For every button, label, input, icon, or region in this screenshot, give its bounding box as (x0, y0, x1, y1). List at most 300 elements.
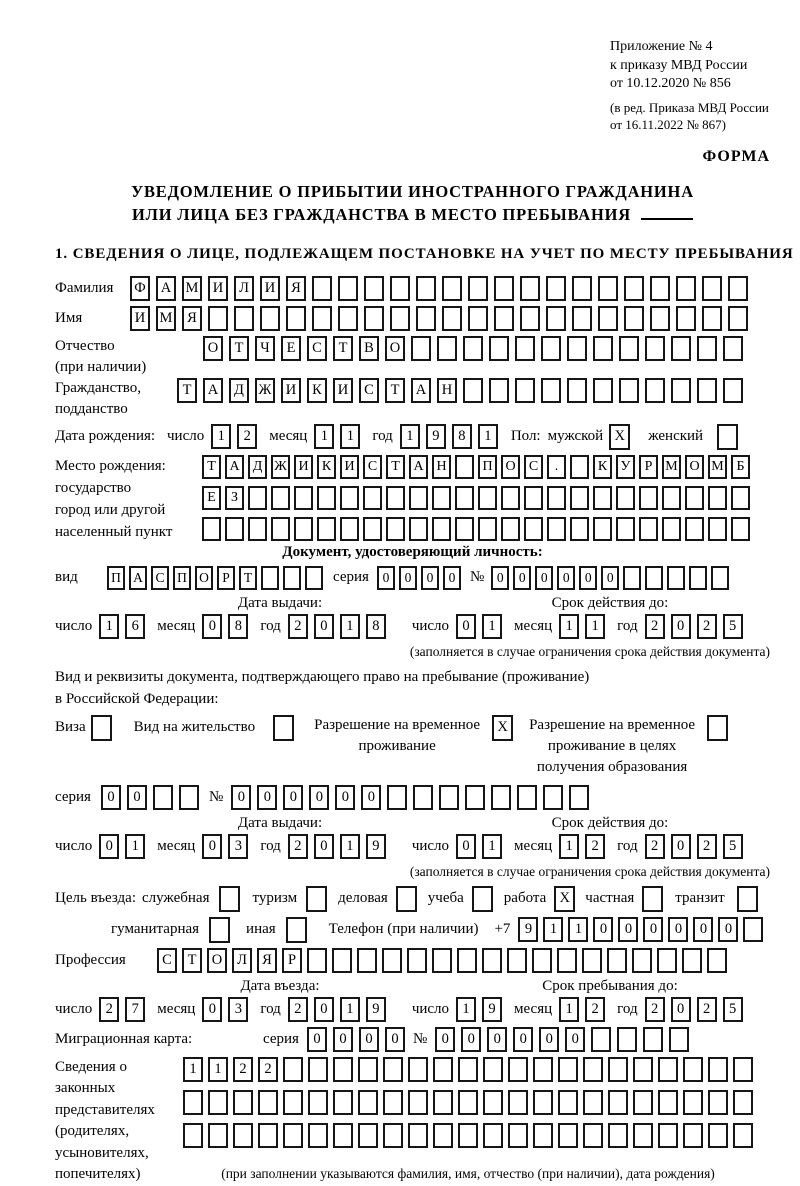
char-cell[interactable]: Л (232, 948, 252, 973)
char-cell[interactable] (306, 886, 327, 912)
char-cell[interactable] (558, 1057, 578, 1082)
char-cell[interactable] (91, 715, 112, 741)
char-cell[interactable]: Т (182, 948, 202, 973)
char-cell[interactable] (408, 1090, 428, 1115)
char-cell[interactable] (731, 517, 750, 541)
char-cell[interactable] (455, 455, 474, 479)
char-cell[interactable]: И (333, 378, 353, 403)
char-cell[interactable]: Я (182, 306, 202, 331)
char-cell[interactable]: 1 (559, 834, 579, 859)
char-cell[interactable] (258, 1123, 278, 1148)
char-cell[interactable]: П (173, 566, 191, 590)
char-cell[interactable] (702, 306, 722, 331)
char-cell[interactable] (650, 276, 670, 301)
char-cell[interactable]: Я (286, 276, 306, 301)
char-cell[interactable]: О (501, 455, 520, 479)
char-cell[interactable]: Ч (255, 336, 275, 361)
char-cell[interactable] (583, 1123, 603, 1148)
char-cell[interactable] (208, 1123, 228, 1148)
char-cell[interactable]: 0 (257, 785, 277, 810)
char-cell[interactable]: 0 (421, 566, 439, 590)
char-cell[interactable]: 5 (723, 614, 743, 639)
char-cell[interactable] (639, 486, 658, 510)
char-cell[interactable] (209, 917, 230, 943)
char-cell[interactable] (645, 336, 665, 361)
char-cell[interactable] (442, 306, 462, 331)
char-cell[interactable] (457, 948, 477, 973)
char-cell[interactable]: 1 (559, 997, 579, 1022)
char-cell[interactable] (317, 486, 336, 510)
char-cell[interactable]: X (609, 424, 630, 450)
char-cell[interactable]: М (156, 306, 176, 331)
char-cell[interactable] (689, 566, 707, 590)
char-cell[interactable] (708, 1057, 728, 1082)
char-cell[interactable] (633, 1123, 653, 1148)
char-cell[interactable] (225, 517, 244, 541)
char-cell[interactable]: 1 (99, 614, 119, 639)
char-cell[interactable] (383, 1123, 403, 1148)
char-cell[interactable] (386, 486, 405, 510)
char-cell[interactable] (312, 306, 332, 331)
char-cell[interactable] (333, 1123, 353, 1148)
char-cell[interactable] (382, 948, 402, 973)
char-cell[interactable]: 9 (426, 424, 446, 449)
char-cell[interactable] (308, 1123, 328, 1148)
char-cell[interactable]: 0 (385, 1027, 405, 1052)
char-cell[interactable]: 0 (513, 1027, 533, 1052)
char-cell[interactable] (558, 1090, 578, 1115)
char-cell[interactable] (308, 1090, 328, 1115)
char-cell[interactable]: Я (257, 948, 277, 973)
char-cell[interactable]: 3 (228, 997, 248, 1022)
char-cell[interactable]: 0 (99, 834, 119, 859)
char-cell[interactable] (608, 1090, 628, 1115)
char-cell[interactable] (543, 785, 563, 810)
char-cell[interactable] (707, 715, 728, 741)
char-cell[interactable]: 2 (288, 834, 308, 859)
char-cell[interactable] (491, 785, 511, 810)
char-cell[interactable]: 0 (359, 1027, 379, 1052)
char-cell[interactable] (572, 306, 592, 331)
char-cell[interactable] (478, 517, 497, 541)
char-cell[interactable]: 0 (314, 997, 334, 1022)
char-cell[interactable]: 0 (668, 917, 688, 942)
char-cell[interactable] (683, 1123, 703, 1148)
char-cell[interactable]: 2 (645, 614, 665, 639)
char-cell[interactable]: Ж (255, 378, 275, 403)
char-cell[interactable]: 2 (288, 614, 308, 639)
char-cell[interactable] (283, 566, 301, 590)
char-cell[interactable]: 2 (697, 614, 717, 639)
char-cell[interactable] (468, 276, 488, 301)
char-cell[interactable] (570, 517, 589, 541)
char-cell[interactable] (338, 306, 358, 331)
char-cell[interactable] (433, 1090, 453, 1115)
char-cell[interactable]: В (359, 336, 379, 361)
char-cell[interactable] (624, 276, 644, 301)
char-cell[interactable] (439, 785, 459, 810)
char-cell[interactable] (260, 306, 280, 331)
char-cell[interactable]: 0 (539, 1027, 559, 1052)
char-cell[interactable] (598, 306, 618, 331)
char-cell[interactable]: С (524, 455, 543, 479)
char-cell[interactable] (658, 1123, 678, 1148)
char-cell[interactable] (532, 948, 552, 973)
char-cell[interactable]: 2 (99, 997, 119, 1022)
char-cell[interactable] (363, 517, 382, 541)
char-cell[interactable] (308, 1057, 328, 1082)
char-cell[interactable]: Д (229, 378, 249, 403)
char-cell[interactable]: 2 (258, 1057, 278, 1082)
char-cell[interactable]: 0 (671, 834, 691, 859)
char-cell[interactable] (333, 1057, 353, 1082)
char-cell[interactable] (432, 948, 452, 973)
char-cell[interactable] (524, 486, 543, 510)
char-cell[interactable]: 5 (723, 834, 743, 859)
char-cell[interactable] (617, 1027, 637, 1052)
char-cell[interactable]: 0 (671, 997, 691, 1022)
char-cell[interactable] (598, 276, 618, 301)
char-cell[interactable]: 8 (366, 614, 386, 639)
char-cell[interactable] (658, 1090, 678, 1115)
char-cell[interactable]: А (156, 276, 176, 301)
char-cell[interactable] (608, 1123, 628, 1148)
char-cell[interactable] (153, 785, 173, 810)
char-cell[interactable]: Т (385, 378, 405, 403)
char-cell[interactable] (286, 306, 306, 331)
char-cell[interactable] (547, 517, 566, 541)
char-cell[interactable] (682, 948, 702, 973)
char-cell[interactable] (465, 785, 485, 810)
char-cell[interactable] (437, 336, 457, 361)
char-cell[interactable] (731, 486, 750, 510)
char-cell[interactable]: Н (437, 378, 457, 403)
char-cell[interactable]: С (363, 455, 382, 479)
char-cell[interactable] (271, 517, 290, 541)
char-cell[interactable]: 2 (288, 997, 308, 1022)
char-cell[interactable] (442, 276, 462, 301)
char-cell[interactable] (607, 948, 627, 973)
char-cell[interactable] (567, 336, 587, 361)
char-cell[interactable] (582, 948, 602, 973)
char-cell[interactable] (494, 306, 514, 331)
char-cell[interactable]: 8 (228, 614, 248, 639)
char-cell[interactable]: И (281, 378, 301, 403)
char-cell[interactable]: А (409, 455, 428, 479)
char-cell[interactable] (583, 1090, 603, 1115)
char-cell[interactable]: А (203, 378, 223, 403)
char-cell[interactable] (633, 1057, 653, 1082)
char-cell[interactable] (508, 1090, 528, 1115)
char-cell[interactable] (364, 306, 384, 331)
char-cell[interactable] (657, 948, 677, 973)
char-cell[interactable] (390, 276, 410, 301)
char-cell[interactable]: . (547, 455, 566, 479)
char-cell[interactable] (717, 424, 738, 450)
char-cell[interactable]: К (307, 378, 327, 403)
char-cell[interactable]: X (554, 886, 575, 912)
char-cell[interactable] (478, 486, 497, 510)
char-cell[interactable]: 2 (585, 834, 605, 859)
char-cell[interactable]: Т (386, 455, 405, 479)
char-cell[interactable] (570, 455, 589, 479)
char-cell[interactable]: 0 (601, 566, 619, 590)
char-cell[interactable]: М (182, 276, 202, 301)
char-cell[interactable]: Р (217, 566, 235, 590)
char-cell[interactable] (683, 1057, 703, 1082)
char-cell[interactable]: И (130, 306, 150, 331)
char-cell[interactable]: 2 (697, 997, 717, 1022)
char-cell[interactable] (286, 917, 307, 943)
char-cell[interactable] (593, 378, 613, 403)
char-cell[interactable] (455, 486, 474, 510)
char-cell[interactable] (472, 886, 493, 912)
char-cell[interactable] (733, 1090, 753, 1115)
char-cell[interactable]: К (317, 455, 336, 479)
char-cell[interactable] (515, 336, 535, 361)
char-cell[interactable] (708, 517, 727, 541)
char-cell[interactable]: Т (239, 566, 257, 590)
char-cell[interactable]: 2 (645, 834, 665, 859)
char-cell[interactable]: 0 (127, 785, 147, 810)
char-cell[interactable] (517, 785, 537, 810)
char-cell[interactable]: 5 (723, 997, 743, 1022)
char-cell[interactable]: 0 (671, 614, 691, 639)
char-cell[interactable] (408, 1123, 428, 1148)
char-cell[interactable]: Д (248, 455, 267, 479)
char-cell[interactable] (507, 948, 527, 973)
char-cell[interactable]: 0 (314, 834, 334, 859)
char-cell[interactable] (386, 517, 405, 541)
char-cell[interactable] (671, 378, 691, 403)
char-cell[interactable]: 9 (366, 997, 386, 1022)
char-cell[interactable] (234, 306, 254, 331)
char-cell[interactable] (219, 886, 240, 912)
char-cell[interactable] (645, 566, 663, 590)
char-cell[interactable] (619, 378, 639, 403)
char-cell[interactable] (307, 948, 327, 973)
char-cell[interactable]: 0 (618, 917, 638, 942)
char-cell[interactable]: Т (202, 455, 221, 479)
char-cell[interactable]: 0 (491, 566, 509, 590)
char-cell[interactable]: С (151, 566, 169, 590)
char-cell[interactable] (208, 306, 228, 331)
char-cell[interactable] (591, 1027, 611, 1052)
char-cell[interactable] (340, 486, 359, 510)
char-cell[interactable] (520, 306, 540, 331)
char-cell[interactable]: Е (202, 486, 221, 510)
char-cell[interactable] (569, 785, 589, 810)
char-cell[interactable] (708, 1123, 728, 1148)
char-cell[interactable]: 1 (211, 424, 231, 449)
char-cell[interactable]: 0 (535, 566, 553, 590)
char-cell[interactable] (183, 1090, 203, 1115)
char-cell[interactable]: 0 (579, 566, 597, 590)
char-cell[interactable]: 3 (228, 834, 248, 859)
char-cell[interactable] (508, 1057, 528, 1082)
char-cell[interactable]: 2 (697, 834, 717, 859)
char-cell[interactable]: 0 (399, 566, 417, 590)
char-cell[interactable]: С (359, 378, 379, 403)
char-cell[interactable]: Ж (271, 455, 290, 479)
char-cell[interactable] (645, 378, 665, 403)
char-cell[interactable] (501, 486, 520, 510)
char-cell[interactable]: 0 (283, 785, 303, 810)
char-cell[interactable] (708, 486, 727, 510)
char-cell[interactable] (208, 1090, 228, 1115)
char-cell[interactable]: 1 (340, 424, 360, 449)
char-cell[interactable]: И (260, 276, 280, 301)
char-cell[interactable] (662, 486, 681, 510)
char-cell[interactable]: 0 (101, 785, 121, 810)
char-cell[interactable] (616, 486, 635, 510)
char-cell[interactable] (671, 336, 691, 361)
char-cell[interactable]: 0 (461, 1027, 481, 1052)
char-cell[interactable] (409, 486, 428, 510)
char-cell[interactable] (533, 1123, 553, 1148)
char-cell[interactable] (533, 1090, 553, 1115)
char-cell[interactable] (541, 378, 561, 403)
char-cell[interactable] (305, 566, 323, 590)
char-cell[interactable] (463, 336, 483, 361)
char-cell[interactable] (233, 1123, 253, 1148)
char-cell[interactable]: П (478, 455, 497, 479)
char-cell[interactable] (639, 517, 658, 541)
char-cell[interactable] (697, 336, 717, 361)
char-cell[interactable] (616, 517, 635, 541)
char-cell[interactable] (570, 486, 589, 510)
char-cell[interactable] (624, 306, 644, 331)
char-cell[interactable] (676, 306, 696, 331)
char-cell[interactable]: Б (731, 455, 750, 479)
char-cell[interactable]: 0 (202, 834, 222, 859)
char-cell[interactable] (593, 336, 613, 361)
char-cell[interactable] (317, 517, 336, 541)
char-cell[interactable]: Ф (130, 276, 150, 301)
char-cell[interactable] (387, 785, 407, 810)
char-cell[interactable]: К (593, 455, 612, 479)
char-cell[interactable] (483, 1057, 503, 1082)
char-cell[interactable] (515, 378, 535, 403)
char-cell[interactable]: 0 (202, 997, 222, 1022)
char-cell[interactable] (340, 517, 359, 541)
char-cell[interactable] (667, 566, 685, 590)
char-cell[interactable] (258, 1090, 278, 1115)
char-cell[interactable]: И (340, 455, 359, 479)
char-cell[interactable] (383, 1090, 403, 1115)
char-cell[interactable] (283, 1057, 303, 1082)
char-cell[interactable] (650, 306, 670, 331)
char-cell[interactable] (558, 1123, 578, 1148)
char-cell[interactable] (676, 276, 696, 301)
char-cell[interactable] (728, 276, 748, 301)
char-cell[interactable] (524, 517, 543, 541)
char-cell[interactable]: 1 (340, 997, 360, 1022)
char-cell[interactable]: 0 (377, 566, 395, 590)
char-cell[interactable]: А (225, 455, 244, 479)
char-cell[interactable] (683, 1090, 703, 1115)
char-cell[interactable] (743, 917, 763, 942)
char-cell[interactable] (697, 378, 717, 403)
char-cell[interactable]: 2 (585, 997, 605, 1022)
char-cell[interactable] (643, 1027, 663, 1052)
char-cell[interactable]: 0 (202, 614, 222, 639)
char-cell[interactable]: 0 (456, 834, 476, 859)
char-cell[interactable] (455, 517, 474, 541)
char-cell[interactable] (413, 785, 433, 810)
char-cell[interactable] (567, 378, 587, 403)
char-cell[interactable]: О (207, 948, 227, 973)
char-cell[interactable] (458, 1057, 478, 1082)
char-cell[interactable] (483, 1123, 503, 1148)
char-cell[interactable] (633, 1090, 653, 1115)
char-cell[interactable] (408, 1057, 428, 1082)
char-cell[interactable]: И (208, 276, 228, 301)
char-cell[interactable] (707, 948, 727, 973)
char-cell[interactable] (702, 276, 722, 301)
char-cell[interactable] (333, 1090, 353, 1115)
char-cell[interactable] (433, 1057, 453, 1082)
char-cell[interactable] (248, 486, 267, 510)
char-cell[interactable] (547, 486, 566, 510)
char-cell[interactable] (489, 378, 509, 403)
char-cell[interactable] (608, 1057, 628, 1082)
char-cell[interactable] (494, 276, 514, 301)
char-cell[interactable] (202, 517, 221, 541)
char-cell[interactable] (557, 948, 577, 973)
char-cell[interactable]: 1 (482, 614, 502, 639)
char-cell[interactable] (283, 1123, 303, 1148)
char-cell[interactable] (358, 1123, 378, 1148)
char-cell[interactable]: 1 (478, 424, 498, 449)
char-cell[interactable]: 2 (645, 997, 665, 1022)
char-cell[interactable]: Т (177, 378, 197, 403)
char-cell[interactable] (723, 336, 743, 361)
char-cell[interactable] (482, 948, 502, 973)
char-cell[interactable]: 0 (314, 614, 334, 639)
char-cell[interactable]: 1 (568, 917, 588, 942)
char-cell[interactable]: 2 (233, 1057, 253, 1082)
char-cell[interactable] (407, 948, 427, 973)
char-cell[interactable] (411, 336, 431, 361)
char-cell[interactable] (390, 306, 410, 331)
char-cell[interactable] (658, 1057, 678, 1082)
char-cell[interactable]: 0 (307, 1027, 327, 1052)
char-cell[interactable] (501, 517, 520, 541)
char-cell[interactable] (737, 886, 758, 912)
char-cell[interactable]: У (616, 455, 635, 479)
char-cell[interactable]: П (107, 566, 125, 590)
char-cell[interactable] (508, 1123, 528, 1148)
char-cell[interactable] (468, 306, 488, 331)
char-cell[interactable]: 0 (231, 785, 251, 810)
char-cell[interactable] (363, 486, 382, 510)
char-cell[interactable]: 7 (125, 997, 145, 1022)
char-cell[interactable] (733, 1057, 753, 1082)
char-cell[interactable]: 0 (335, 785, 355, 810)
char-cell[interactable] (433, 1123, 453, 1148)
char-cell[interactable] (416, 306, 436, 331)
char-cell[interactable]: Л (234, 276, 254, 301)
char-cell[interactable]: 9 (366, 834, 386, 859)
char-cell[interactable] (533, 1057, 553, 1082)
char-cell[interactable]: 1 (340, 614, 360, 639)
char-cell[interactable]: 0 (487, 1027, 507, 1052)
char-cell[interactable]: С (157, 948, 177, 973)
char-cell[interactable] (233, 1090, 253, 1115)
char-cell[interactable]: 0 (361, 785, 381, 810)
char-cell[interactable]: 0 (456, 614, 476, 639)
